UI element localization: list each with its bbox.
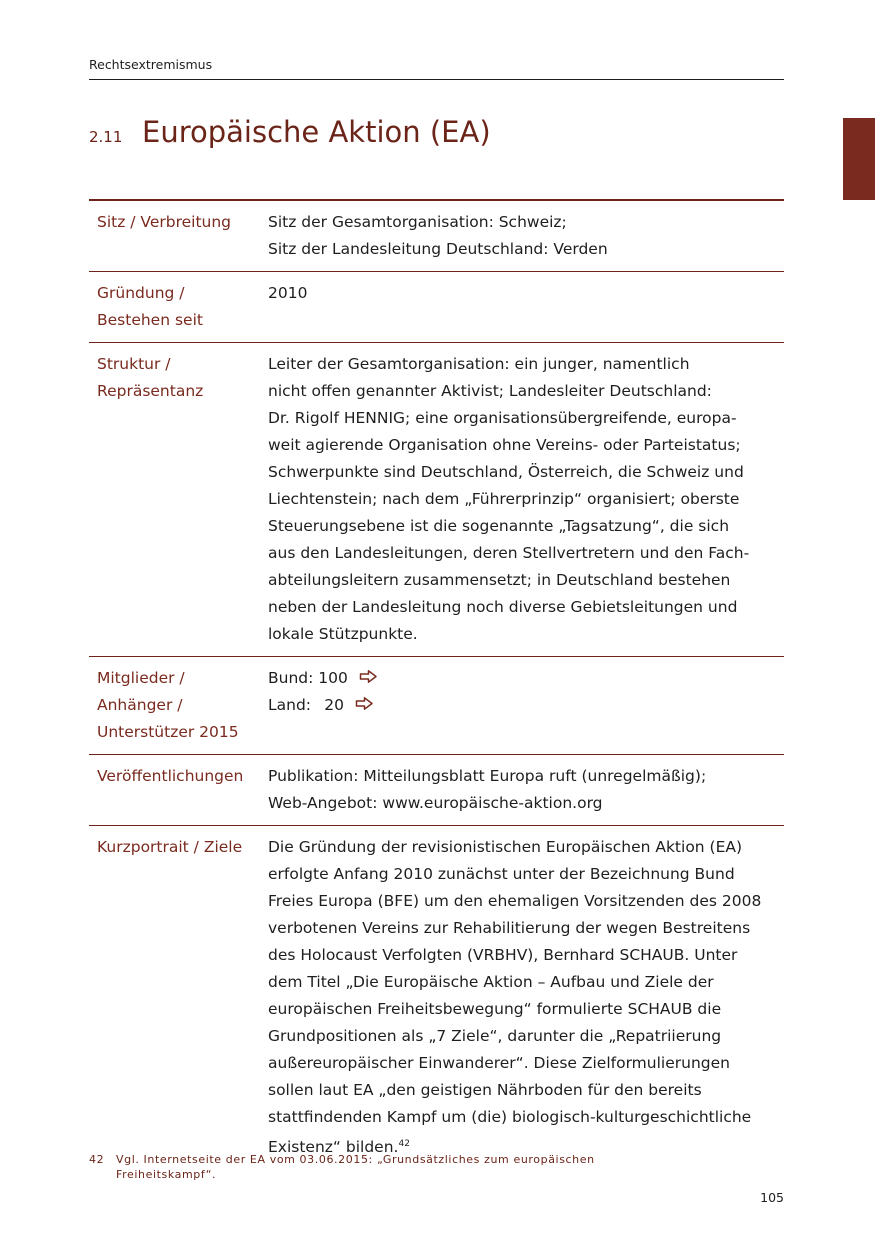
row-label: Sitz / Verbreitung — [97, 213, 232, 231]
text-line: außereuropäischer Einwanderer“. Diese Zielformulierungen — [268, 1054, 730, 1072]
arrow-right-outline-icon — [359, 669, 378, 684]
text-line: lokale Stützpunkte. — [268, 625, 418, 643]
header-rule — [89, 79, 784, 80]
row-gruendung — [89, 272, 784, 343]
row-value — [268, 763, 784, 817]
row-sitz — [89, 201, 784, 272]
text-line: Publikation: Mitteilungsblatt Europa ruft (unregelmäßig); — [268, 767, 707, 785]
row-struktur — [89, 343, 784, 657]
row-label: Struktur / Repräsentanz — [97, 355, 204, 400]
text-line: Sitz der Landesleitung Deutschland: Verden — [268, 240, 608, 258]
text-line: Die Gründung der revisionistischen Europäischen Aktion (EA) — [268, 838, 743, 856]
row-kurzportrait — [89, 826, 784, 1169]
land-value: 20 — [324, 696, 344, 714]
text-line: Liechtenstein; nach dem „Führerprinzip“ organisiert; oberste — [268, 490, 740, 508]
text-line: Freies Europa (BFE) um den ehemaligen Vorsitzenden des 2008 — [268, 892, 762, 910]
text-line: verbotenen Vereins zur Rehabilitierung der wegen Bestreitens — [268, 919, 751, 937]
text-line: Sitz der Gesamtorganisation: Schweiz; — [268, 213, 567, 231]
land-label: Land: — [268, 696, 312, 714]
row-label: Gründung / Bestehen seit — [97, 284, 203, 329]
text-line: Steuerungsebene ist die sogenannte „Tagsatzung“, die sich — [268, 517, 730, 535]
text-line: des Holocaust Verfolgten (VRBHV), Bernhard SCHAUB. Unter — [268, 946, 738, 964]
text-line: neben der Landesleitung noch diverse Gebietsleitungen und — [268, 598, 738, 616]
text-line: nicht offen genannter Aktivist; Landesleiter Deutschland: — [268, 382, 712, 400]
row-label: Veröffentlichungen — [97, 767, 244, 785]
row-veroeffentlichungen — [89, 755, 784, 826]
arrow-right-outline-icon — [355, 696, 374, 711]
row-mitglieder — [89, 657, 784, 755]
member-count-land — [268, 692, 772, 719]
row-label: Kurzportrait / Ziele — [97, 838, 243, 856]
text-line: dem Titel „Die Europäische Aktion – Aufbau und Ziele der — [268, 973, 714, 991]
footnote — [89, 1152, 629, 1182]
row-value — [268, 834, 784, 1161]
row-value — [268, 280, 784, 334]
row-label: Mitglieder / Anhänger / Unterstützer 2015 — [97, 669, 239, 741]
member-count-bund — [268, 665, 772, 692]
text-line: europäischen Freiheitsbewegung“ formulierte SCHAUB die — [268, 1000, 722, 1018]
footnote-reference[interactable]: 42 — [398, 1139, 410, 1149]
running-head: Rechtsextremismus — [89, 57, 213, 72]
footnote-text: Vgl. Internetseite der EA vom 03.06.2015: „Grundsätzliches zum europäischen Freiheitskampf“. — [116, 1153, 595, 1181]
text-line: Dr. Rigolf HENNIG; eine organisationsübergreifende, europa- — [268, 409, 737, 427]
bund-value: 100 — [318, 669, 348, 687]
text-line: stattfindenden Kampf um (die) biologisch-kulturgeschichtliche — [268, 1108, 752, 1126]
section-number: 2.11 — [89, 128, 123, 146]
text-line: Schwerpunkte sind Deutschland, Österreich, die Schweiz und — [268, 463, 744, 481]
row-value — [268, 665, 784, 746]
text-line: Existenz“ bilden. — [268, 1138, 399, 1156]
text-line: Leiter der Gesamtorganisation: ein junger, namentlich — [268, 355, 690, 373]
text-line: sollen laut EA „den geistigen Nährboden für den bereits — [268, 1081, 702, 1099]
text-line: weit agierende Organisation ohne Vereins- oder Parteistatus; — [268, 436, 741, 454]
row-value — [268, 351, 784, 648]
text-line: abteilungsleitern zusammensetzt; in Deutschland bestehen — [268, 571, 731, 589]
text-line: Web-Angebot: www.europäische-aktion.org — [268, 794, 603, 812]
page-number: 105 — [760, 1190, 784, 1205]
organization-profile-table — [89, 199, 784, 1169]
row-value — [268, 209, 784, 263]
bund-label: Bund: — [268, 669, 314, 687]
text-line: aus den Landesleitungen, deren Stellvertretern und den Fach- — [268, 544, 750, 562]
footnote-number: 42 — [89, 1153, 105, 1166]
section-title: Europäische Aktion (EA) — [142, 115, 491, 149]
chapter-tab-marker — [843, 118, 875, 200]
founding-year: 2010 — [268, 284, 308, 302]
text-line: erfolgte Anfang 2010 zunächst unter der Bezeichnung Bund — [268, 865, 735, 883]
section-heading — [89, 115, 491, 155]
text-line: Grundpositionen als „7 Ziele“, darunter die „Repatriierung — [268, 1027, 722, 1045]
